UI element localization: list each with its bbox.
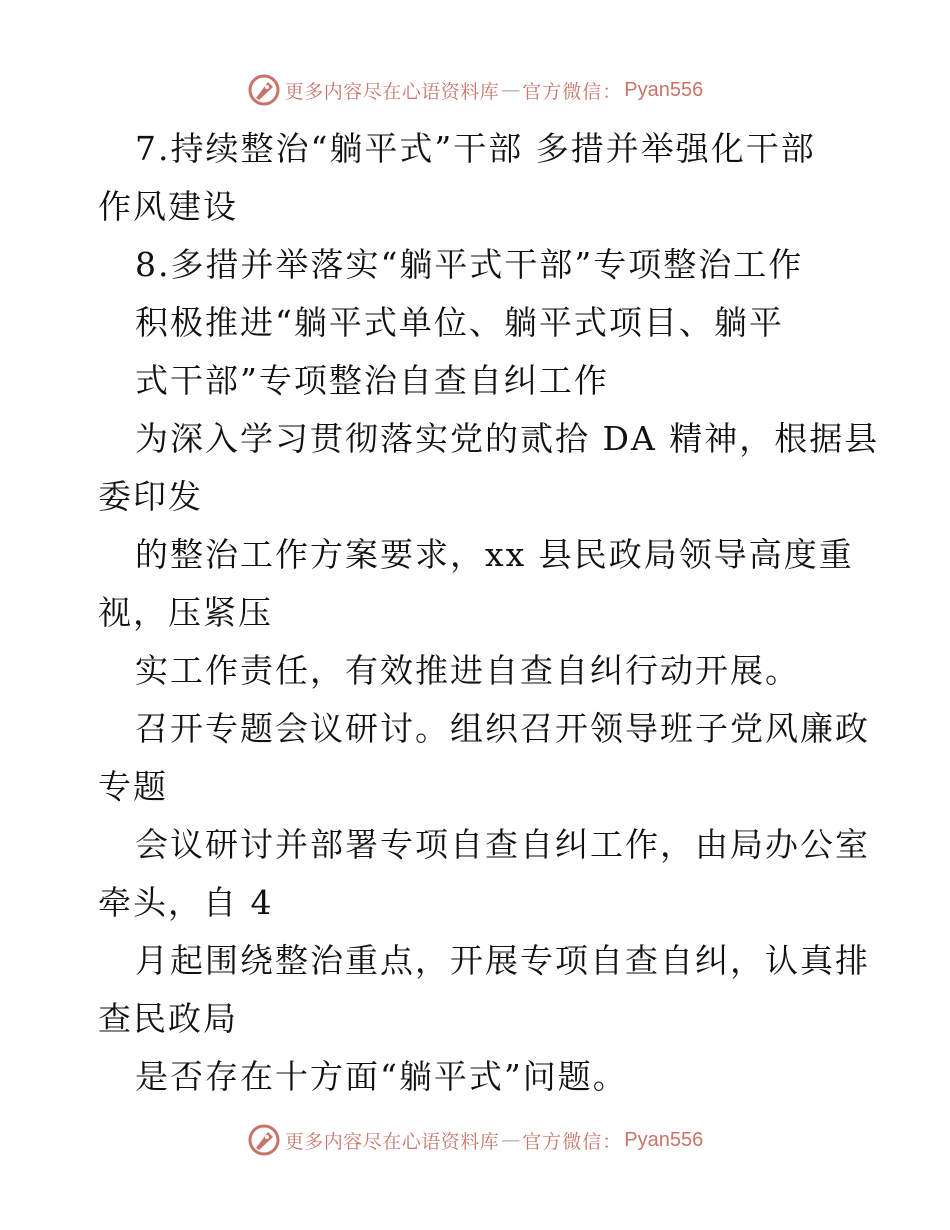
text-line: 牵头，自 4 — [98, 883, 274, 922]
text-line: 式干部”专项整治自查自纠工作 — [135, 361, 609, 400]
text-line: 委印发 — [98, 477, 203, 516]
watermark-separator: — — [501, 1129, 519, 1151]
pen-nib-logo-icon — [247, 73, 281, 107]
watermark-banner-top — [0, 70, 950, 110]
watermark-official-label: 官方微信： — [522, 1130, 623, 1153]
text-line: 实工作责任，有效推进自查自纠行动开展。 — [135, 651, 800, 690]
text-line: 月起围绕整治重点，开展专项自查自纠，认真排 — [135, 941, 870, 980]
watermark-wechat-id: Pyan556 — [624, 1128, 704, 1151]
watermark-separator: — — [501, 79, 519, 101]
watermark-brand: 更多内容尽在心语资料库 — [284, 80, 500, 103]
text-line: 召开专题会议研讨。组织召开领导班子党风廉政 — [135, 709, 870, 748]
text-line: 积极推进“躺平式单位、躺平式项目、躺平 — [135, 303, 784, 342]
text-line: 专题 — [98, 767, 168, 806]
watermark-banner-bottom — [0, 1120, 950, 1160]
text-line: 视，压紧压 — [98, 593, 273, 632]
watermark-official-label: 官方微信： — [522, 80, 623, 103]
text-line: 8.多措并举落实“躺平式干部”专项整治工作 — [135, 245, 804, 284]
text-line: 7.持续整治“躺平式”干部 多措并举强化干部 — [135, 129, 816, 168]
text-line: 查民政局 — [98, 999, 238, 1038]
text-line: 是否存在十方面“躺平式”问题。 — [135, 1057, 628, 1096]
text-line: 作风建设 — [98, 187, 238, 226]
pen-nib-logo-icon — [247, 1123, 281, 1157]
watermark-brand: 更多内容尽在心语资料库 — [284, 1130, 500, 1153]
text-line: 的整治工作方案要求，xx 县民政局领导高度重 — [135, 535, 854, 574]
text-line: 为深入学习贯彻落实党的贰拾 DA 精神，根据县 — [135, 419, 880, 458]
text-line: 会议研讨并部署专项自查自纠工作，由局办公室 — [135, 825, 870, 864]
document-body — [0, 120, 950, 1106]
watermark-wechat-id: Pyan556 — [624, 78, 704, 101]
